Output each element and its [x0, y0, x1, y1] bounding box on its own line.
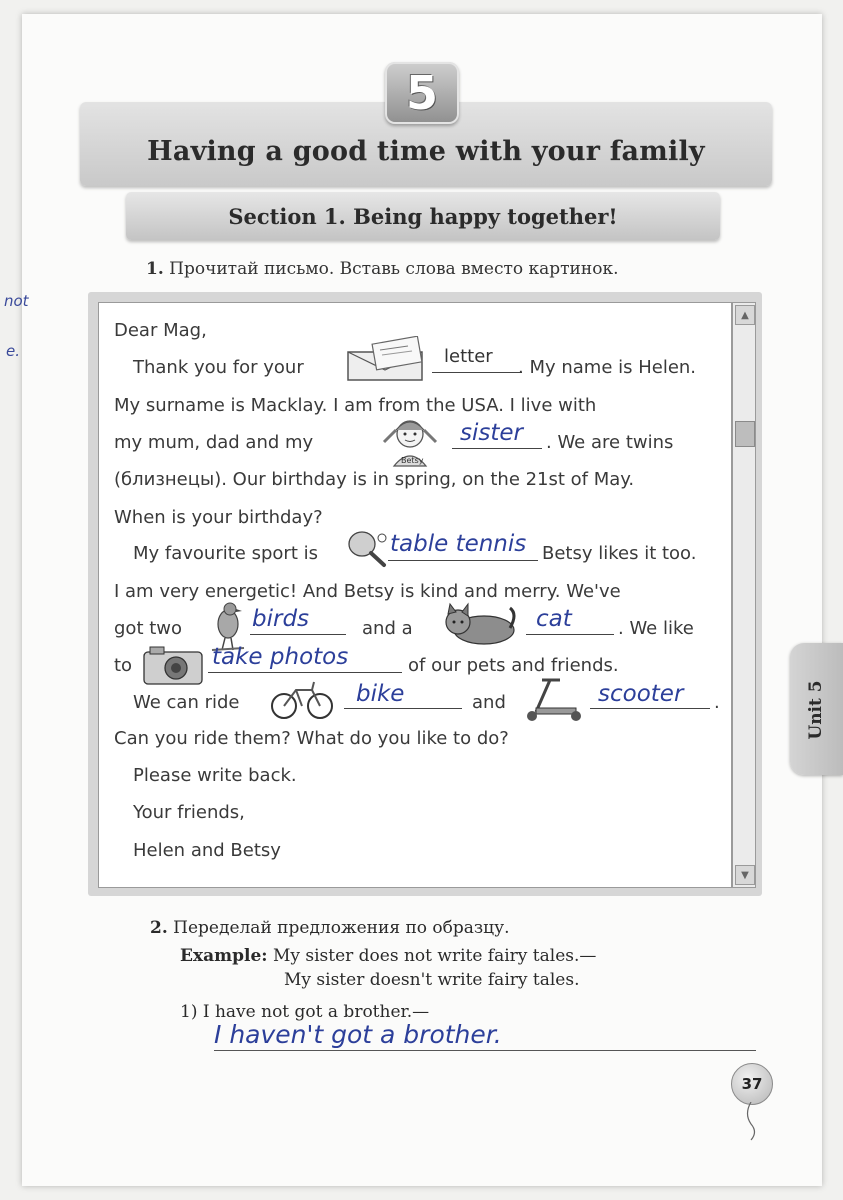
example-line-1: [180, 946, 596, 966]
blank-line-birds: [250, 634, 346, 635]
letter-line-14: Your friends,: [133, 802, 245, 823]
example-sentence-2: My sister doesn't write fairy tales.: [284, 970, 580, 990]
scooter-icon: [520, 674, 584, 722]
section-title: Section 1. Being happy together!: [228, 204, 618, 229]
letter-line-4b: . We are twins: [546, 432, 674, 453]
answer-line-item-1: [214, 1050, 756, 1051]
letter-line-5: (близнецы). Our birthday is in spring, on the 21st of May.: [114, 469, 635, 490]
letter-line-11a: We can ride: [133, 692, 240, 713]
letter-line-10b: of our pets and friends.: [408, 655, 619, 676]
envelope-icon: [342, 336, 426, 384]
unit-side-tab-label: Unit 5: [806, 680, 826, 740]
girl-icon: [376, 412, 444, 468]
blank-line-cat: [526, 634, 614, 635]
task-2-text: Переделай предложения по образцу.: [173, 918, 510, 938]
example-label: Example:: [180, 946, 268, 966]
answer-bike: bike: [356, 681, 405, 707]
blank-line-photos: [208, 672, 402, 673]
letter-signature: Helen and Betsy: [133, 840, 281, 861]
table-tennis-icon: [344, 528, 392, 568]
letter-line-12: Can you ride them? What do you like to do?: [114, 728, 509, 749]
answer-birds: birds: [252, 606, 310, 632]
bike-icon: [270, 676, 334, 722]
letter-scrollbar[interactable]: [732, 302, 756, 888]
task-1-instruction: [146, 259, 619, 279]
camera-icon: [140, 644, 206, 686]
letter-line-9b: and a: [362, 618, 413, 639]
exercise-item-1: 1) I have not got a brother.—: [180, 1002, 430, 1022]
task-2-instruction: [150, 918, 510, 938]
letter-greeting: Dear Mag,: [114, 320, 207, 341]
letter-line-7b: Betsy likes it too.: [542, 543, 697, 564]
answer-sister: sister: [460, 420, 523, 446]
task-1-text: Прочитай письмо. Вставь слова вместо картинок.: [169, 259, 619, 279]
unit-number-badge: 5: [385, 62, 459, 124]
blank-line-sister: [452, 448, 542, 449]
page-number: 37: [731, 1063, 773, 1105]
girl-name-tag: Betsy: [401, 456, 424, 465]
answer-scooter: scooter: [598, 681, 684, 707]
blank-line-scooter: [590, 708, 710, 709]
letter-line-7a: My favourite sport is: [133, 543, 318, 564]
blank-line-letter: [432, 372, 522, 373]
answer-cat: cat: [536, 606, 572, 632]
letter-line-11b: and: [472, 692, 506, 713]
letter-line-6: When is your birthday?: [114, 507, 323, 528]
page-title: Having a good time with your family: [147, 136, 705, 167]
letter-line-10a: to: [114, 655, 133, 676]
scroll-thumb[interactable]: [735, 421, 755, 447]
answer-sport: table tennis: [390, 531, 527, 557]
letter-line-2b: . My name is Helen.: [518, 357, 697, 378]
letter-line-8: I am very energetic! And Betsy is kind and merry. We've: [114, 581, 621, 602]
example-sentence-1: My sister does not write fairy tales.—: [272, 946, 597, 966]
blank-line-sport: [388, 560, 538, 561]
letter-line-2a: Thank you for your: [133, 357, 304, 378]
answer-photos: take photos: [212, 644, 349, 670]
balloon-string-icon: [740, 1102, 762, 1142]
letter-line-4a: my mum, dad and my: [114, 432, 314, 453]
scroll-up-icon[interactable]: ▲: [735, 305, 755, 325]
letter-line-9c: . We like: [618, 618, 694, 639]
task-2-number: 2.: [150, 918, 168, 938]
cat-icon: [440, 600, 518, 646]
margin-note-2: e.: [6, 342, 20, 360]
letter-line-3: My surname is Macklay. I am from the USA. I live with: [114, 395, 597, 416]
scroll-down-icon[interactable]: ▼: [735, 865, 755, 885]
task-1-number: 1.: [146, 259, 164, 279]
blank-line-bike: [344, 708, 462, 709]
letter-line-13: Please write back.: [133, 765, 297, 786]
letter-line-11c: .: [714, 692, 720, 713]
margin-note-1: not: [4, 292, 29, 310]
answer-letter: letter: [444, 346, 493, 367]
letter-line-9a: got two: [114, 618, 183, 639]
answer-item-1: I haven't got a brother.: [214, 1020, 502, 1049]
